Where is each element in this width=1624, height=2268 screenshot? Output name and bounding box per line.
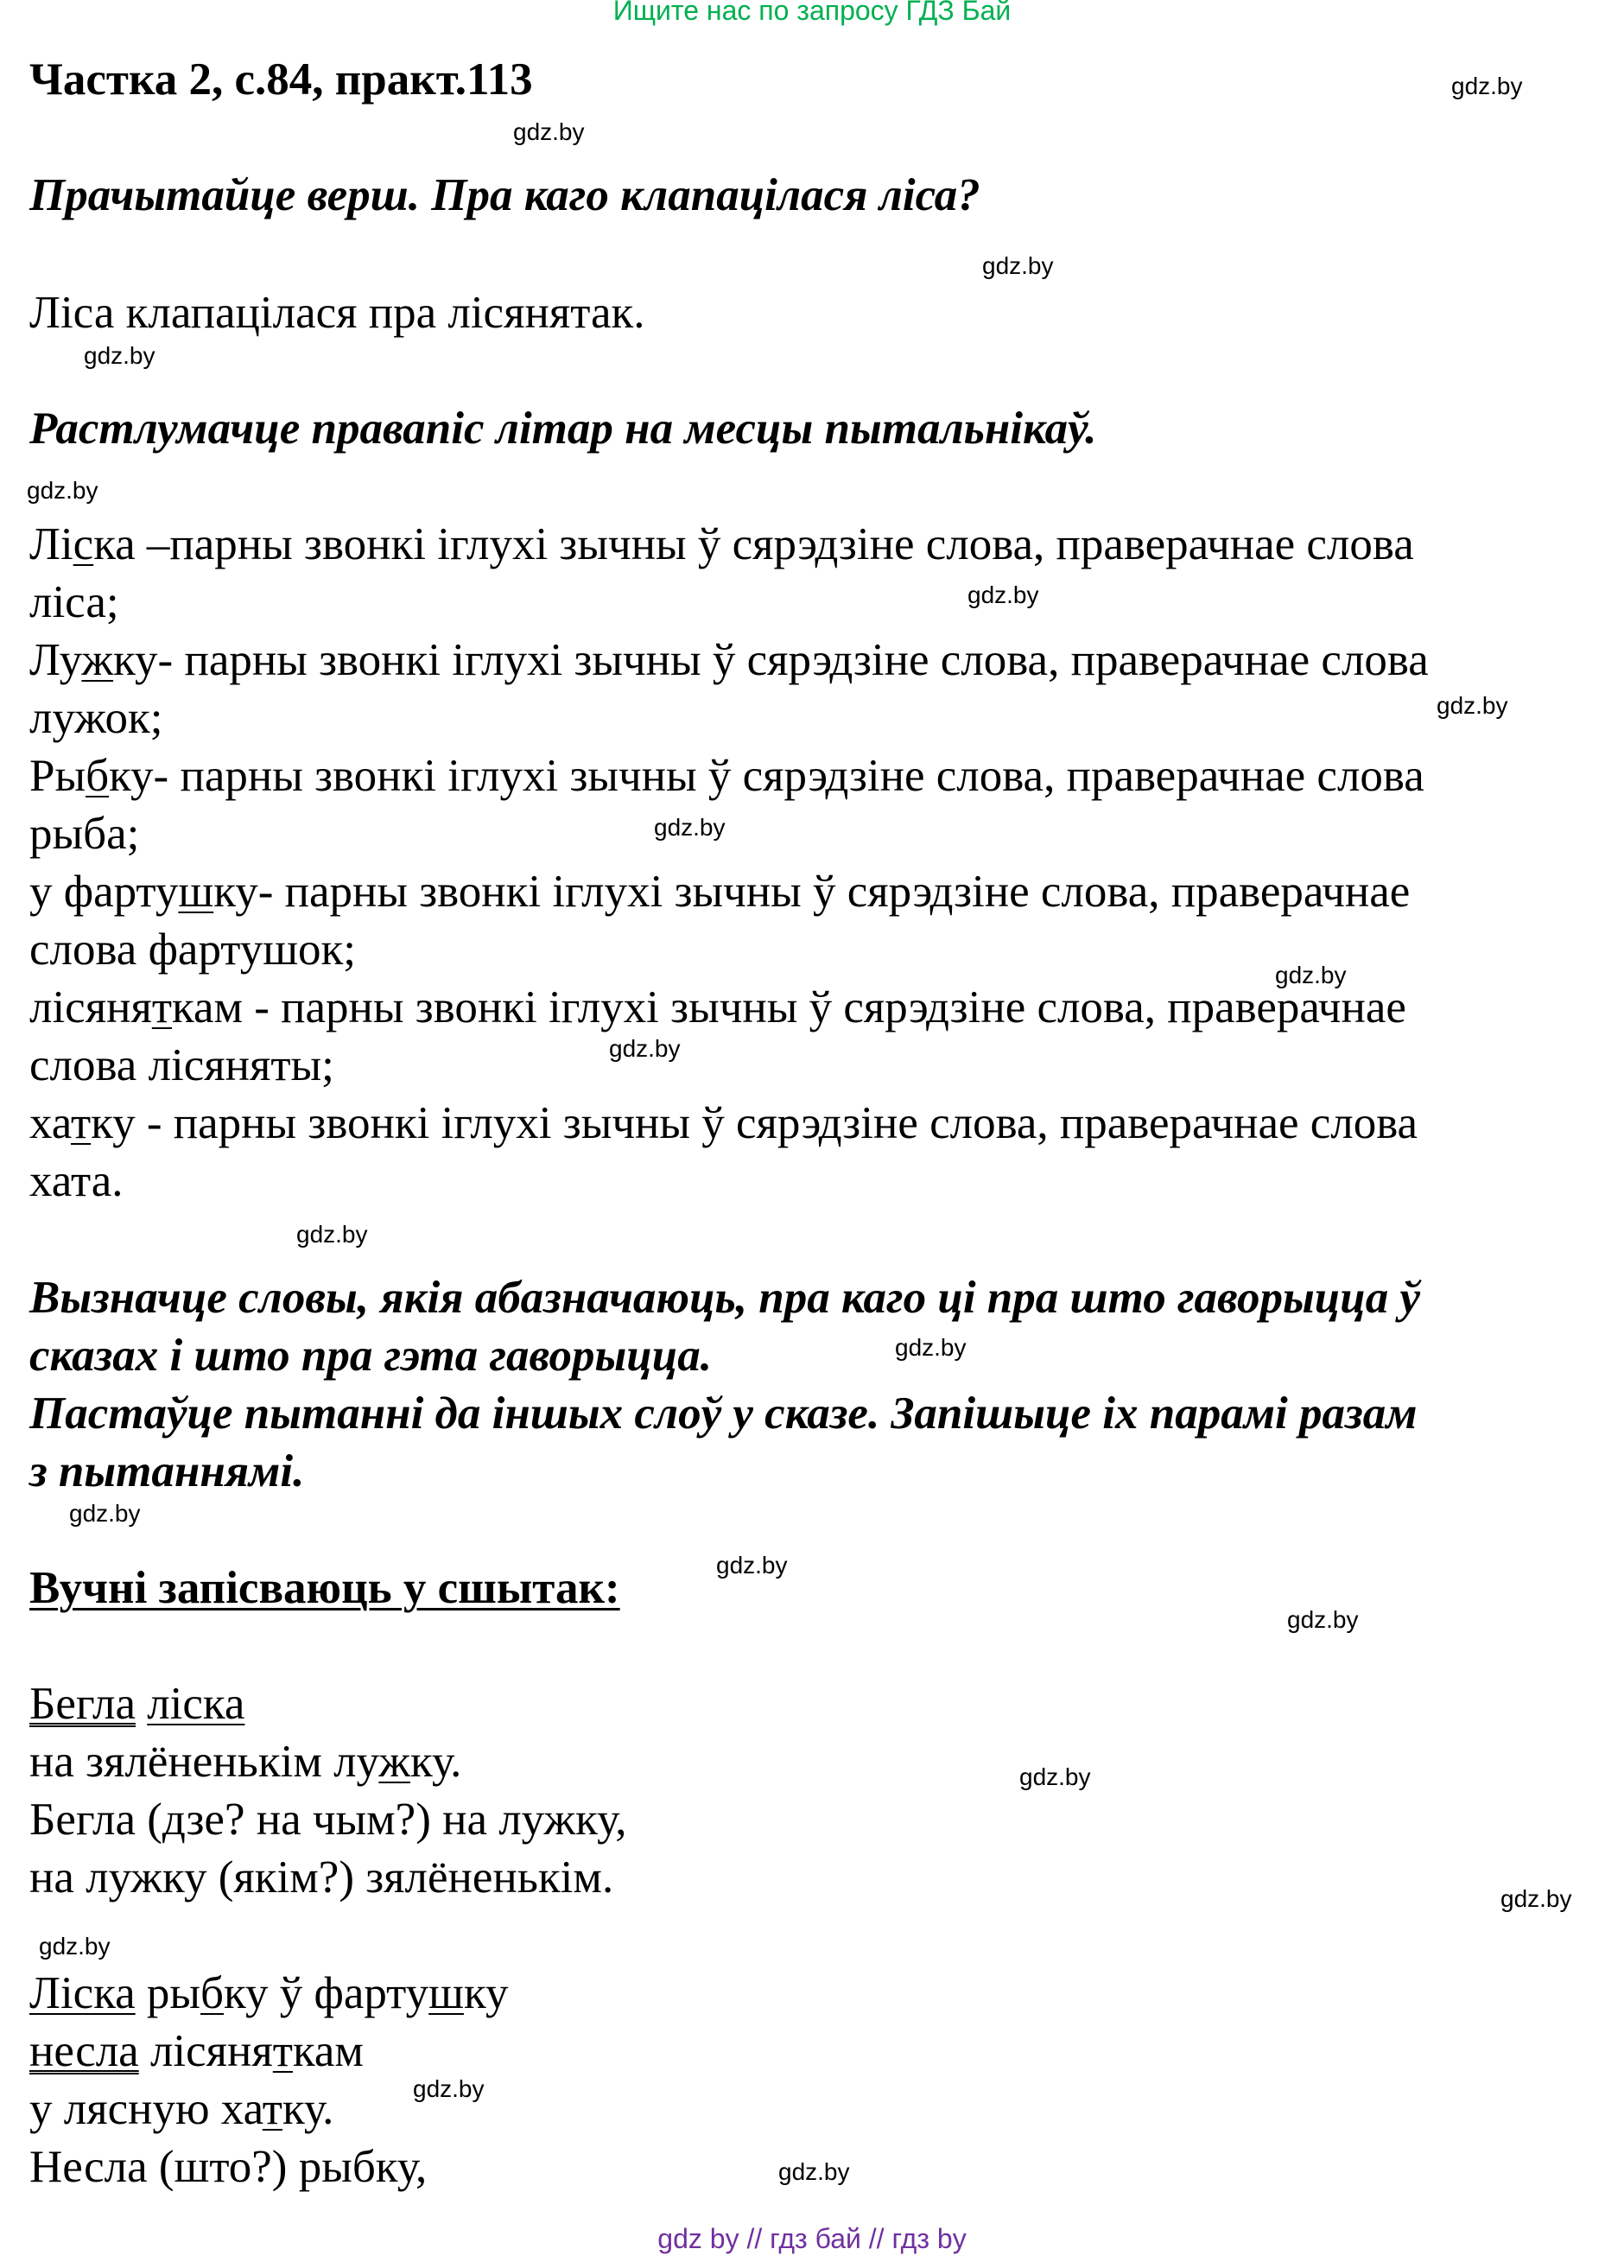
watermark: gdz.by xyxy=(69,1500,141,1527)
explanation-line-cont: лужок; xyxy=(29,693,163,743)
watermark: gdz.by xyxy=(27,477,98,504)
watermark: gdz.by xyxy=(1287,1606,1359,1633)
poem-line: на зялёненькім лужку. xyxy=(29,1737,462,1787)
watermark: gdz.by xyxy=(296,1221,368,1248)
answer-1: Ліса клапацілася пра лісянятак. xyxy=(29,288,645,338)
task-3-line: з пытаннямі. xyxy=(29,1446,305,1496)
footer-links[interactable]: gdz by // гдз бай // гдз by xyxy=(657,2223,967,2254)
explanation-line-cont: ліса; xyxy=(29,577,119,627)
explanation-line: Лужку- парны звонкі іглухі зычны ў сярэдзіне слова, праверачнае слова xyxy=(29,635,1429,685)
poem-line: несла лісяняткам xyxy=(29,2026,364,2076)
explanation-line-cont: рыба; xyxy=(29,809,140,859)
explanation-line-cont: слова лісяняты; xyxy=(29,1040,334,1090)
explanation-line: хатку - парны звонкі іглухі зычны ў сярэдзіне слова, праверачнае слова xyxy=(29,1098,1418,1148)
task-3-line: Вызначце словы, якія абазначаюць, пра каго ці пра што гаворыцца ў xyxy=(29,1273,1421,1323)
watermark: gdz.by xyxy=(1451,73,1523,99)
watermark: gdz.by xyxy=(39,1933,111,1960)
watermark: gdz.by xyxy=(84,342,155,369)
watermark: gdz.by xyxy=(967,581,1039,608)
watermark: gdz.by xyxy=(716,1552,788,1579)
watermark: gdz.by xyxy=(1500,1885,1572,1912)
explanation-line: у фартушку- парны звонкі іглухі зычны ў сярэдзіне слова, праверачнае xyxy=(29,867,1411,917)
watermark: gdz.by xyxy=(982,252,1054,279)
top-banner[interactable]: Ищите нас по запросу ГДЗ Бай xyxy=(612,0,1012,26)
poem-line: Несла (што?) рыбку, xyxy=(29,2142,428,2192)
watermark: gdz.by xyxy=(1275,962,1347,988)
explanation-line: лісяняткам - парны звонкі іглухі зычны ў сярэдзіне слова, праверачнае xyxy=(29,982,1406,1032)
poem-line: у лясную хатку. xyxy=(29,2084,334,2134)
watermark: gdz.by xyxy=(895,1334,967,1361)
watermark: gdz.by xyxy=(1019,1763,1091,1790)
explanation-line-cont: слова фартушок; xyxy=(29,924,356,975)
watermark: gdz.by xyxy=(609,1035,681,1062)
notebook-heading: Вучні запісваюць у сшытак: xyxy=(29,1563,620,1613)
task-3-line: сказах і што пра гэта гаворыцца. xyxy=(29,1331,712,1381)
poem-line: на лужку (якім?) зялёненькім. xyxy=(29,1852,614,1903)
task-2: Растлумачце правапіс літар на месцы пытальнікаў. xyxy=(29,403,1097,454)
watermark: gdz.by xyxy=(1437,692,1508,719)
poem-line: Ліска рыбку ў фартушку xyxy=(29,1968,509,2018)
explanation-line-cont: хата. xyxy=(29,1156,124,1206)
watermark: gdz.by xyxy=(654,814,726,841)
watermark: gdz.by xyxy=(413,2075,485,2102)
task-1: Прачытайце верш. Пра каго клапацілася ліса? xyxy=(29,170,980,220)
task-3-line: Пастаўце пытанні да іншых слоў у сказе. Запішыце іх парамі разам xyxy=(29,1388,1418,1439)
poem-line: Бегла ліска xyxy=(29,1679,245,1729)
explanation-line: Ліска –парны звонкі іглухі зычны ў сярэдзіне слова, праверачнае слова xyxy=(29,519,1414,569)
poem-line: Бегла (дзе? на чым?) на лужку, xyxy=(29,1795,627,1845)
watermark: gdz.by xyxy=(778,2158,850,2185)
page-title: Частка 2, с.84, практ.113 xyxy=(29,54,533,105)
watermark: gdz.by xyxy=(513,118,585,145)
explanation-line: Рыбку- парны звонкі іглухі зычны ў сярэдзіне слова, праверачнае слова xyxy=(29,751,1424,801)
